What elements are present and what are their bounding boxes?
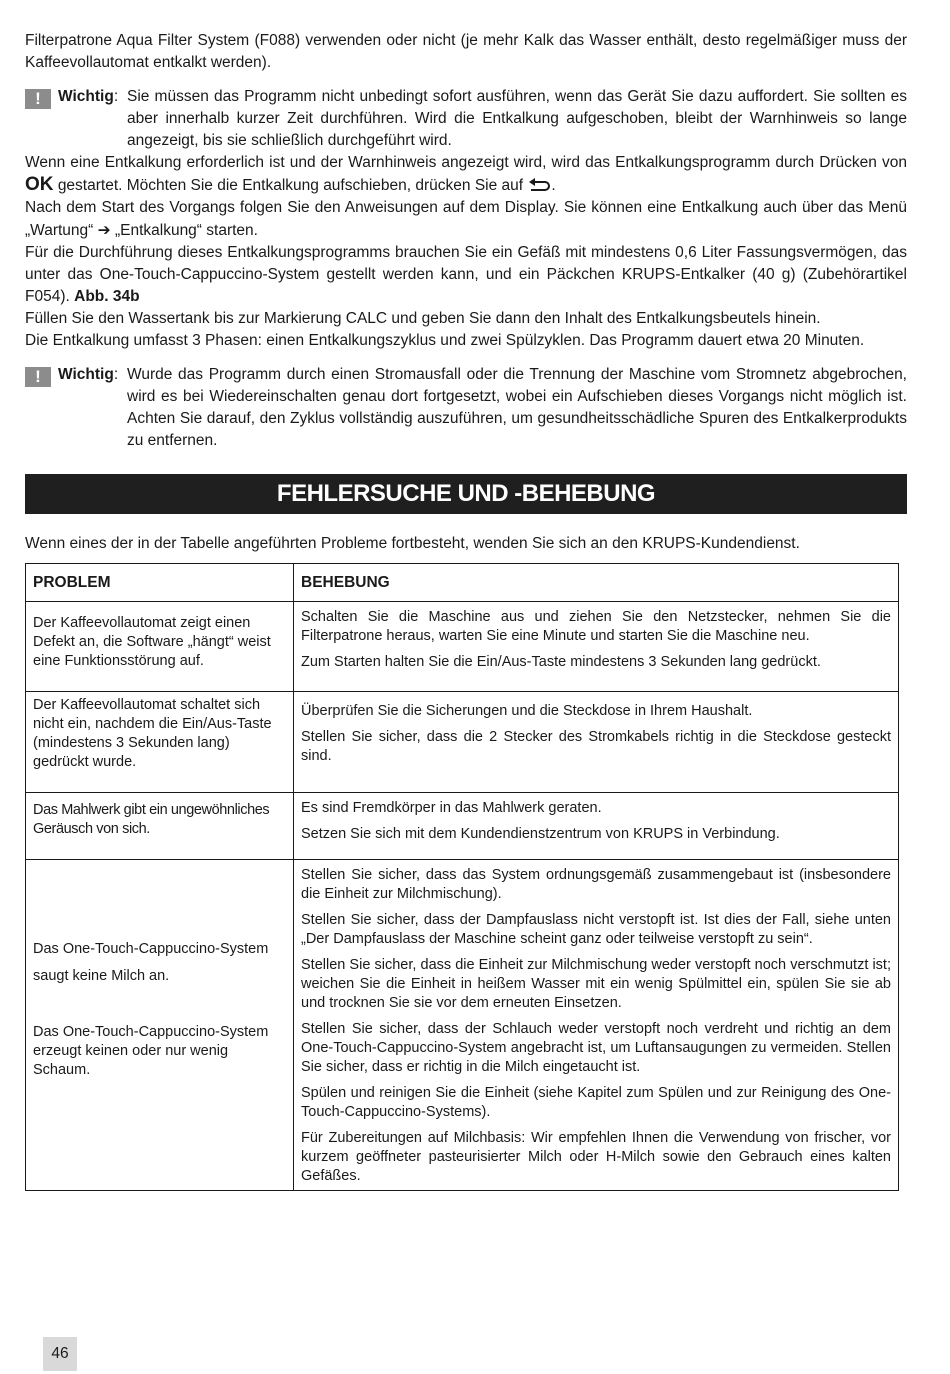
period: . bbox=[551, 177, 556, 194]
table-row bbox=[26, 860, 899, 1191]
solution-text: Stellen Sie sicher, dass die 2 Stecker des Stromkabels richtig in die Steckdose gesteckt sind. bbox=[301, 729, 891, 764]
section-intro: Wenn eines der in der Tabelle angeführten Probleme fortbesteht, wenden Sie sich an den KRUPS-Kundendienst. bbox=[25, 535, 800, 552]
note-label bbox=[58, 364, 118, 386]
solution-text: Stellen Sie sicher, dass der Schlauch weder verstopft noch verdreht und richtig an dem One-Touch-Cappuccino-System angebracht ist, um Luftansaugungen zu vermeiden. Stellen Sie sicher, dass er richtig in die Milch eingetaucht ist. bbox=[301, 1021, 891, 1075]
solution-text: Spülen und reinigen Sie die Einheit (siehe Kapitel zum Spülen und zur Reinigung des One-Touch-Cappuccino-Systems). bbox=[301, 1085, 891, 1120]
note-colon: : bbox=[113, 88, 119, 105]
note-colon: : bbox=[113, 366, 119, 383]
warning-icon: ! bbox=[25, 89, 51, 109]
solution-cell bbox=[294, 860, 899, 1191]
solution-text: Für Zubereitungen auf Milchbasis: Wir empfehlen Ihnen die Verwendung von frischer, vor kurzem geöffneter pasteurisierter Milch oder H-Milch sowie den Gebrauch eines kalten Gefäßes. bbox=[301, 1130, 891, 1184]
paragraph-water-tank: Füllen Sie den Wassertank bis zur Markierung CALC und geben Sie dann den Inhalt des Entkalkungsbeutels hinein. bbox=[25, 310, 821, 327]
problem-cell bbox=[26, 692, 294, 793]
table-row bbox=[26, 793, 899, 860]
problem-cell bbox=[26, 602, 294, 692]
paragraph-text: gestartet. Möchten Sie die Entkalkung aufschieben, drücken Sie auf bbox=[57, 177, 524, 194]
paragraph-menu-path bbox=[25, 197, 907, 242]
problem-cell bbox=[26, 860, 294, 1191]
note-text: Wurde das Programm durch einen Stromausfall oder die Trennung der Maschine vom Stromnetz abgebrochen, wird es bei Wiedereinschalten genau dort fortgesetzt, wobei ein Aufschieben dieses Vorgangs nicht möglich ist. Achten Sie darauf, den Zyklus vollständig auszuführen, um gesundheitsschädliche Spuren des Entkalkerprodukts zu entfernen. bbox=[127, 366, 907, 449]
figure-reference: Abb. 34b bbox=[74, 288, 140, 305]
warning-icon: ! bbox=[25, 367, 51, 387]
paragraph-filter-note: Filterpatrone Aqua Filter System (F088) verwenden oder nicht (je mehr Kalk das Wasser enthält, desto regelmäßiger muss der Kaffeevollautomat entkalkt werden). bbox=[25, 32, 907, 71]
solution-text: Es sind Fremdkörper in das Mahlwerk geraten. bbox=[301, 800, 602, 816]
problem-cell bbox=[26, 793, 294, 860]
problem-text: Das Mahlwerk gibt ein ungewöhnliches Geräusch von sich. bbox=[33, 802, 270, 837]
problem-text: Das One-Touch-Cappuccino-System erzeugt keinen oder nur wenig Schaum. bbox=[33, 1024, 269, 1078]
solution-text: Setzen Sie sich mit dem Kundendienstzentrum von KRUPS in Verbindung. bbox=[301, 826, 780, 842]
solution-text: Überprüfen Sie die Sicherungen und die Steckdose in Ihrem Haushalt. bbox=[301, 703, 753, 719]
paragraph-phases: Die Entkalkung umfasst 3 Phasen: einen Entkalkungszyklus und zwei Spülzyklen. Das Programm dauert etwa 20 Minuten. bbox=[25, 332, 865, 349]
solution-text: Stellen Sie sicher, dass das System ordnungsgemäß zusammengebaut ist (insbesondere die Einheit zur Milchmischung). bbox=[301, 867, 891, 902]
ok-button-symbol: OK bbox=[25, 174, 54, 195]
important-note-1 bbox=[25, 86, 907, 152]
problem-text: Der Kaffeevollautomat zeigt einen Defekt an, die Software „hängt“ weist eine Funktionsstörung auf. bbox=[33, 615, 271, 669]
problem-text: saugt keine Milch an. bbox=[33, 968, 170, 984]
note-text: Sie müssen das Programm nicht unbedingt sofort ausführen, wenn das Gerät Sie dazu auffordert. Sie sollten es aber innerhalb kurzer Zeit durchführen. Wird die Entkalkung aufgeschoben, bleibt der Warnhinweis so lange angezeigt, bis sie schließlich durchgeführt wird. bbox=[127, 88, 907, 149]
table-row bbox=[26, 602, 899, 692]
arrow-right-icon: ➔ bbox=[97, 221, 111, 239]
paragraph-start-descaling bbox=[25, 152, 907, 197]
page-number: 46 bbox=[43, 1337, 77, 1371]
solution-cell bbox=[294, 692, 899, 793]
table-row bbox=[26, 692, 899, 793]
back-arrow-icon bbox=[527, 176, 551, 192]
note-label bbox=[58, 86, 118, 108]
document-page bbox=[25, 30, 907, 1191]
solution-text: Schalten Sie die Maschine aus und ziehen Sie den Netzstecker, nehmen Sie die Filterpatrone heraus, warten Sie eine Minute und starten Sie die Maschine neu. bbox=[301, 609, 891, 644]
solution-cell bbox=[294, 602, 899, 692]
column-header-problem: PROBLEM bbox=[26, 564, 294, 602]
note-label-text: Wichtig bbox=[58, 366, 114, 383]
table-header-row bbox=[26, 564, 899, 602]
troubleshooting-table bbox=[25, 563, 899, 1191]
paragraph-text: Nach dem Start des Vorgangs folgen Sie den Anweisungen auf dem Display. Sie können eine Entkalkung auch über das Menü „Wartung“ bbox=[25, 199, 907, 239]
problem-text: Der Kaffeevollautomat schaltet sich nicht ein, nachdem die Ein/Aus-Taste (mindestens 3 Sekunden lang) gedrückt wurde. bbox=[33, 697, 272, 770]
solution-text: Zum Starten halten Sie die Ein/Aus-Taste mindestens 3 Sekunden lang gedrückt. bbox=[301, 654, 821, 670]
problem-text: Das One-Touch-Cappuccino-System bbox=[33, 941, 269, 957]
paragraph-text: Wenn eine Entkalkung erforderlich ist und der Warnhinweis angezeigt wird, wird das Entkalkungsprogramm durch Drücken von bbox=[25, 154, 907, 171]
solution-text: Stellen Sie sicher, dass die Einheit zur Milchmischung weder verstopft noch verschmutzt ist; weichen Sie die Einheit in heißem Wasser mit ein wenig Spülmittel ein, spülen Sie sie ab und trocknen Sie sie vor dem erneuten Einsetzen. bbox=[301, 957, 891, 1011]
section-title: FEHLERSUCHE UND -BEHEBUNG bbox=[25, 474, 907, 514]
note-label-text: Wichtig bbox=[58, 88, 114, 105]
paragraph-text: Für die Durchführung dieses Entkalkungsprogramms brauchen Sie ein Gefäß mit mindestens 0,6 Liter Fassungsvermögen, das unter das One-Touch-Cappuccino-System gestellt werden kann, und ein Päckchen KRUPS-Entkalker (40 g) (Zubehörartikel F054). bbox=[25, 244, 907, 305]
solution-cell bbox=[294, 793, 899, 860]
paragraph-text: „Entkalkung“ starten. bbox=[114, 222, 258, 239]
column-header-solution: BEHEBUNG bbox=[294, 564, 899, 602]
solution-text: Stellen Sie sicher, dass der Dampfauslass nicht verstopft ist. Ist dies der Fall, siehe unten „Der Dampfauslass der Maschine scheint ganz oder teilweise verstopft zu sein“. bbox=[301, 912, 891, 947]
paragraph-container bbox=[25, 242, 907, 308]
important-note-2 bbox=[25, 364, 907, 452]
